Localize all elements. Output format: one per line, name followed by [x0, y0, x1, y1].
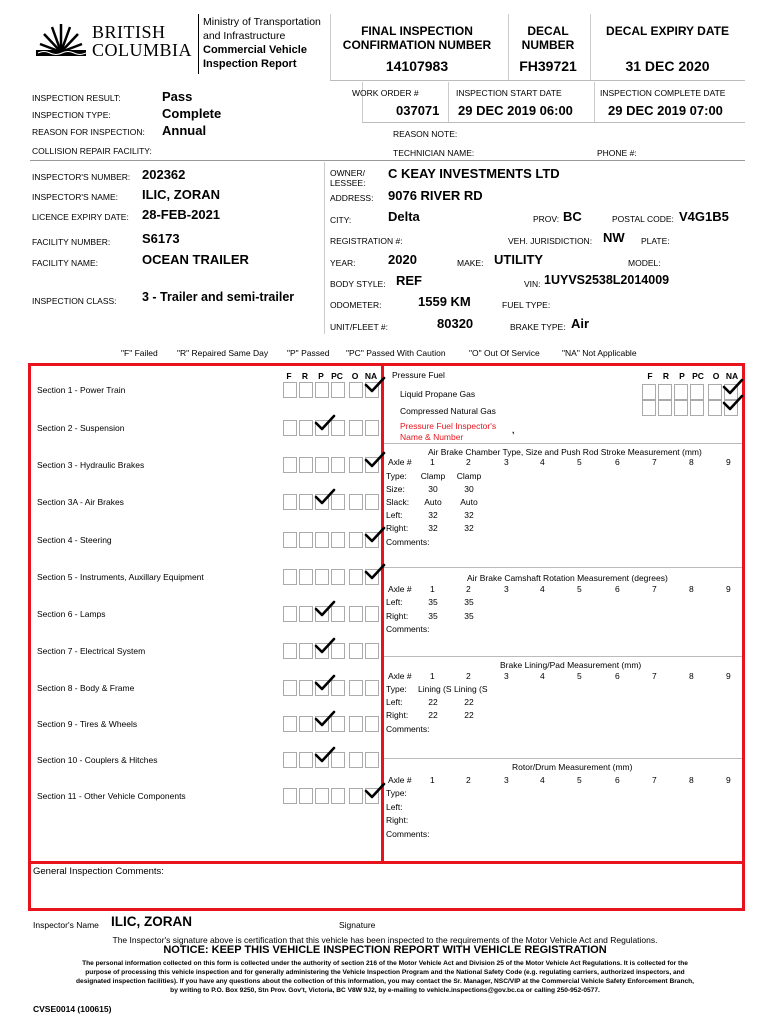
axle-number: 4 [540, 671, 545, 681]
jurisdiction-label: VEH. JURISDICTION: [508, 236, 593, 246]
camshaft-left-label: Left: [386, 597, 403, 607]
result-cell [283, 420, 297, 436]
result-cell [331, 457, 345, 473]
result-cell [349, 457, 363, 473]
inspector-number-value: 202362 [142, 167, 186, 182]
liquid-propane-label: Liquid Propane Gas [400, 389, 476, 399]
result-cell [365, 420, 379, 436]
section-label: Section 10 - Couplers & Hitches [37, 755, 158, 765]
axle-number: 2 [466, 584, 471, 594]
body-style-value: REF [396, 273, 422, 288]
checkmark-icon [314, 710, 336, 728]
checkmark-icon [314, 746, 336, 764]
plate-label: PLATE: [641, 236, 670, 246]
result-cell [299, 752, 313, 768]
address-label: ADDRESS: [330, 193, 374, 203]
camshaft-right-value: 35 [428, 611, 438, 621]
result-cell [331, 382, 345, 398]
section-label: Section 9 - Tires & Wheels [37, 719, 138, 729]
result-cell [365, 716, 379, 732]
result-cell [315, 532, 329, 548]
rotor-left-label: Left: [386, 802, 403, 812]
result-cell [315, 457, 329, 473]
section-label: Section 3A - Air Brakes [37, 497, 124, 507]
work-order-label: WORK ORDER # [352, 88, 419, 98]
axle-number: 1 [430, 775, 435, 785]
axle-number: 7 [652, 584, 657, 594]
rotor-comments-label: Comments: [386, 829, 430, 839]
legend-caution: "PC" Passed With Caution [346, 348, 446, 358]
certification-text: The Inspector's signature above is certification that this vehicle has been inspected to the requirements of the Motor Vehicle Act and Regulations. [112, 935, 658, 945]
chamber-size-label: Size: [386, 484, 405, 494]
result-cell [299, 716, 313, 732]
chamber-title: Air Brake Chamber Type, Size and Push Rod Stroke Measurement (mm) [428, 447, 702, 457]
fuel-column-header-p: P [679, 371, 685, 381]
jurisdiction-value: NW [603, 230, 625, 245]
fuel-inspector-label-2: Name & Number [400, 432, 464, 442]
final-confirmation-number: 14107983 [385, 58, 449, 74]
decal-label: DECAL [527, 24, 569, 38]
camshaft-right-label: Right: [386, 611, 409, 621]
result-cell [283, 752, 297, 768]
fuel-column-header-na: NA [725, 371, 739, 381]
fuel-cell [690, 400, 704, 416]
fuel-cell [642, 400, 656, 416]
result-cell [349, 420, 363, 436]
owner-value: C KEAY INVESTMENTS LTD [388, 166, 560, 181]
inspection-result-value: Pass [162, 89, 193, 104]
fuel-cell [708, 384, 722, 400]
axle-number: 6 [615, 671, 620, 681]
result-cell [283, 606, 297, 622]
fuel-column-header-o: O [712, 371, 720, 381]
axle-number: 4 [540, 457, 545, 467]
result-cell [349, 752, 363, 768]
lining-right-label: Right: [386, 710, 409, 720]
year-value: 2020 [388, 252, 417, 267]
axle-number: 8 [689, 775, 694, 785]
privacy-text-3: designated inspection facilities). If you have any questions about the collection of this information, you may contact the Sr. Manager, NSC/VIP at the Commercial Vehicle Safety Enforcement Branch, [76, 978, 694, 985]
lining-left-value: 22 [428, 697, 438, 707]
chamber-right-label: Right: [386, 523, 409, 533]
axle-number: 9 [726, 584, 731, 594]
column-header-o: O [351, 371, 359, 381]
result-cell [315, 382, 329, 398]
lining-type-value: Lining (S [418, 684, 452, 694]
axle-number: 7 [652, 671, 657, 681]
registration-label: REGISTRATION #: [330, 236, 403, 246]
licence-expiry-value: 28-FEB-2021 [142, 207, 221, 222]
axle-number: 9 [726, 457, 731, 467]
axle-number: 2 [466, 671, 471, 681]
lining-type-value: Lining (S [454, 684, 488, 694]
lining-right-value: 22 [428, 710, 438, 720]
fuel-cell [658, 384, 672, 400]
chamber-right-value: 32 [464, 523, 474, 533]
fuel-cell [690, 384, 704, 400]
axle-number: 7 [652, 775, 657, 785]
axle-number: 1 [430, 457, 435, 467]
result-cell [299, 788, 313, 804]
inspection-class-label: INSPECTION CLASS: [32, 296, 117, 306]
checkmark-icon [364, 782, 386, 800]
axle-label: Axle # [388, 584, 412, 594]
inspection-class-value: 3 - Trailer and semi-trailer [142, 290, 295, 304]
result-cell [283, 532, 297, 548]
result-cell [283, 494, 297, 510]
licence-expiry-label: LICENCE EXPIRY DATE: [32, 212, 129, 222]
natural-gas-label: Compressed Natural Gas [400, 406, 496, 416]
fuel-column-header-pc: PC [692, 371, 704, 381]
result-cell [349, 643, 363, 659]
chamber-slack-label: Slack: [386, 497, 410, 507]
vin-value: 1UYVS2538L2014009 [544, 273, 670, 287]
privacy-text-4: by writing to P.O. Box 9250, Stn Prov. Gov't, Victoria, BC V8W 9J2, by e-mailing to vehicle.inspections@gov.bc.ca or calling 250-952-0577. [170, 987, 600, 994]
report-title: Commercial Vehicle [203, 44, 307, 56]
privacy-text-2: purpose of processing this vehicle inspection and for generally administering the Vehicle Inspection Program and the National Safety Code (e.g. regulating carriers, authorized inspectors, and [85, 969, 685, 976]
postal-code-label: POSTAL CODE: [612, 214, 674, 224]
section-label: Section 3 - Hydraulic Brakes [37, 460, 145, 470]
result-cell [283, 788, 297, 804]
result-cell [365, 680, 379, 696]
section-label: Section 11 - Other Vehicle Components [37, 791, 186, 801]
decal-expiry-date: 31 DEC 2020 [625, 58, 710, 74]
axle-number: 4 [540, 584, 545, 594]
owner-label-2: LESSEE: [330, 178, 366, 188]
unit-fleet-label: UNIT/FLEET #: [330, 322, 388, 332]
legend-oos: "O" Out Of Service [469, 348, 540, 358]
checkmark-icon [364, 376, 386, 394]
column-header-na: NA [364, 371, 378, 381]
axle-number: 3 [504, 457, 509, 467]
prov-value: BC [563, 209, 582, 224]
fuel-cell [658, 400, 672, 416]
pressure-fuel-title: Pressure Fuel [392, 370, 445, 380]
city-value: Delta [388, 209, 420, 224]
make-value: UTILITY [494, 252, 544, 267]
section-label: Section 1 - Power Train [37, 385, 126, 395]
axle-number: 3 [504, 671, 509, 681]
chamber-slack-value: Auto [424, 497, 442, 507]
sun-logo-icon [36, 22, 86, 56]
model-label: MODEL: [628, 258, 661, 268]
camshaft-comments-label: Comments: [386, 624, 430, 634]
result-cell [349, 716, 363, 732]
section-label: Section 2 - Suspension [37, 423, 125, 433]
inspection-type-value: Complete [162, 106, 222, 121]
lining-comments-label: Comments: [386, 724, 430, 734]
inspector-name-footer-value: ILIC, ZORAN [111, 914, 192, 929]
complete-date-label: INSPECTION COMPLETE DATE [600, 88, 726, 98]
result-cell [331, 788, 345, 804]
axle-number: 1 [430, 671, 435, 681]
legend-failed: "F" Failed [121, 348, 158, 358]
axle-number: 4 [540, 775, 545, 785]
owner-label: OWNER/ [330, 168, 365, 178]
section-label: Section 6 - Lamps [37, 609, 106, 619]
chamber-left-value: 32 [464, 510, 474, 520]
section-label: Section 5 - Instruments, Auxillary Equipment [37, 572, 204, 582]
body-style-label: BODY STYLE: [330, 279, 386, 289]
fuel-cell [642, 384, 656, 400]
collision-facility-label: COLLISION REPAIR FACILITY: [32, 146, 152, 156]
province-name-line2: COLUMBIA [92, 40, 193, 60]
checkmark-icon [722, 394, 744, 412]
lining-type-label: Type: [386, 684, 407, 694]
phone-label: PHONE #: [597, 148, 637, 158]
camshaft-right-value: 35 [464, 611, 474, 621]
address-value: 9076 RIVER RD [388, 188, 483, 203]
fuel-cell [674, 384, 688, 400]
result-cell [365, 494, 379, 510]
axle-number: 7 [652, 457, 657, 467]
fuel-column-header-r: R [662, 371, 670, 381]
result-cell [299, 532, 313, 548]
chamber-size-value: 30 [428, 484, 438, 494]
result-cell [349, 569, 363, 585]
result-cell [283, 457, 297, 473]
signature-label: Signature [339, 920, 376, 930]
checkmark-icon [364, 526, 386, 544]
final-inspection-label-2: CONFIRMATION NUMBER [342, 38, 492, 52]
result-cell [349, 788, 363, 804]
fuel-cell [708, 400, 722, 416]
ministry-name-2: and Infrastructure [203, 30, 286, 42]
complete-date-value: 29 DEC 2019 07:00 [608, 103, 723, 118]
lining-left-value: 22 [464, 697, 474, 707]
axle-number: 2 [466, 775, 471, 785]
bc-logo [36, 16, 196, 64]
inspector-name-value: ILIC, ZORAN [142, 187, 220, 202]
result-cell [331, 532, 345, 548]
decal-number: FH39721 [519, 58, 577, 74]
start-date-label: INSPECTION START DATE [456, 88, 562, 98]
axle-number: 6 [615, 584, 620, 594]
camshaft-left-value: 35 [428, 597, 438, 607]
axle-label: Axle # [388, 457, 412, 467]
checkmark-icon [314, 600, 336, 618]
result-cell [315, 788, 329, 804]
axle-number: 8 [689, 671, 694, 681]
result-cell [283, 680, 297, 696]
axle-label: Axle # [388, 671, 412, 681]
facility-number-value: S6173 [142, 231, 180, 246]
rotor-right-label: Right: [386, 815, 409, 825]
camshaft-left-value: 35 [464, 597, 474, 607]
section-label: Section 4 - Steering [37, 535, 112, 545]
result-cell [299, 494, 313, 510]
axle-number: 9 [726, 671, 731, 681]
rotor-title: Rotor/Drum Measurement (mm) [512, 762, 633, 772]
chamber-type-label: Type: [386, 471, 407, 481]
province-name-line1: BRITISH [92, 22, 166, 42]
final-inspection-label: FINAL INSPECTION [361, 24, 473, 38]
inspector-name-footer-label: Inspector's Name [33, 920, 99, 930]
city-label: CITY: [330, 215, 352, 225]
inspection-type-label: INSPECTION TYPE: [32, 110, 111, 120]
section-label: Section 7 - Electrical System [37, 646, 146, 656]
checkmark-icon [364, 451, 386, 469]
notice-text: NOTICE: KEEP THIS VEHICLE INSPECTION REPORT WITH VEHICLE REGISTRATION [163, 944, 607, 956]
result-cell [349, 606, 363, 622]
chamber-type-value: Clamp [420, 471, 446, 481]
facility-number-label: FACILITY NUMBER: [32, 237, 111, 247]
axle-number: 1 [430, 584, 435, 594]
result-cell [283, 643, 297, 659]
general-comments-label: General Inspection Comments: [33, 866, 164, 877]
privacy-text-1: The personal information collected on this form is collected under the authority of section 216 of the Motor Vehicle Act and Division 25 of the Motor Vehicle Act Regulations. It is collected for the [82, 960, 688, 967]
chamber-right-value: 32 [428, 523, 438, 533]
axle-label: Axle # [388, 775, 412, 785]
result-cell [365, 606, 379, 622]
result-cell [349, 494, 363, 510]
ministry-name: Ministry of Transportation [203, 16, 321, 28]
brake-type-value: Air [571, 316, 590, 331]
checkmark-icon [314, 414, 336, 432]
form-code: CVSE0014 (100615) [33, 1004, 112, 1014]
chamber-comments-label: Comments: [386, 537, 430, 547]
inspector-name-label: INSPECTOR'S NAME: [32, 192, 119, 202]
chamber-left-label: Left: [386, 510, 403, 520]
lining-right-value: 22 [464, 710, 474, 720]
result-cell [299, 569, 313, 585]
checkmark-icon [314, 674, 336, 692]
result-cell [283, 382, 297, 398]
result-cell [283, 716, 297, 732]
postal-code-value: V4G1B5 [679, 209, 729, 224]
axle-number: 5 [577, 775, 582, 785]
column-header-p: P [318, 371, 324, 381]
section-label: Section 8 - Body & Frame [37, 683, 135, 693]
facility-name-label: FACILITY NAME: [32, 258, 98, 268]
chamber-left-value: 32 [428, 510, 438, 520]
column-header-f: F [286, 371, 292, 381]
lining-left-label: Left: [386, 697, 403, 707]
odometer-label: ODOMETER: [330, 300, 382, 310]
chamber-slack-value: Auto [460, 497, 478, 507]
result-cell [299, 606, 313, 622]
reason-value: Annual [162, 123, 207, 138]
vin-label: VIN: [524, 279, 541, 289]
fuel-inspector-label: Pressure Fuel Inspector's [400, 421, 497, 431]
work-order-value: 037071 [396, 103, 440, 118]
axle-number: 5 [577, 671, 582, 681]
result-cell [283, 569, 297, 585]
checkmark-icon [364, 563, 386, 581]
result-cell [365, 643, 379, 659]
lining-title: Brake Lining/Pad Measurement (mm) [500, 660, 642, 670]
axle-number: 9 [726, 775, 731, 785]
axle-number: 6 [615, 457, 620, 467]
fuel-inspector-comma: , [512, 425, 515, 435]
report-title-2: Inspection Report [203, 58, 297, 70]
legend-repaired: "R" Repaired Same Day [177, 348, 269, 358]
reason-label: REASON FOR INSPECTION: [32, 127, 145, 137]
technician-name-label: TECHNICIAN NAME: [393, 148, 475, 158]
result-cell [299, 643, 313, 659]
axle-number: 5 [577, 457, 582, 467]
decal-expiry-label: DECAL EXPIRY DATE [606, 24, 729, 38]
axle-number: 5 [577, 584, 582, 594]
axle-number: 2 [466, 457, 471, 467]
axle-number: 3 [504, 584, 509, 594]
inspector-number-label: INSPECTOR'S NUMBER: [32, 172, 131, 182]
fuel-column-header-f: F [647, 371, 653, 381]
axle-number: 8 [689, 584, 694, 594]
odometer-value: 1559 KM [418, 294, 471, 309]
column-header-pc: PC [331, 371, 343, 381]
result-cell [365, 752, 379, 768]
chamber-size-value: 30 [464, 484, 474, 494]
start-date-value: 29 DEC 2019 06:00 [458, 103, 573, 118]
camshaft-title: Air Brake Camshaft Rotation Measurement (degrees) [467, 573, 668, 583]
unit-fleet-value: 80320 [437, 316, 474, 331]
result-cell [299, 457, 313, 473]
legend-passed: "P" Passed [287, 348, 330, 358]
checkmark-icon [314, 488, 336, 506]
result-cell [349, 382, 363, 398]
result-cell [349, 680, 363, 696]
brake-type-label: BRAKE TYPE: [510, 322, 566, 332]
rotor-type-label: Type: [386, 788, 407, 798]
axle-number: 8 [689, 457, 694, 467]
result-cell [299, 382, 313, 398]
result-cell [299, 420, 313, 436]
checkmark-icon [314, 637, 336, 655]
result-cell [299, 680, 313, 696]
column-header-r: R [301, 371, 309, 381]
result-cell [315, 569, 329, 585]
prov-label: PROV: [533, 214, 560, 224]
result-cell [331, 569, 345, 585]
result-cell [349, 532, 363, 548]
decal-label-2: NUMBER [521, 38, 575, 52]
fuel-cell [674, 400, 688, 416]
fuel-type-label: FUEL TYPE: [502, 300, 551, 310]
make-label: MAKE: [457, 258, 484, 268]
reason-note-label: REASON NOTE: [393, 129, 458, 139]
chamber-type-value: Clamp [456, 471, 482, 481]
axle-number: 3 [504, 775, 509, 785]
axle-number: 6 [615, 775, 620, 785]
facility-name-value: OCEAN TRAILER [142, 252, 249, 267]
inspection-result-label: INSPECTION RESULT: [32, 93, 121, 103]
year-label: YEAR: [330, 258, 356, 268]
legend-na: "NA" Not Applicable [562, 348, 637, 358]
